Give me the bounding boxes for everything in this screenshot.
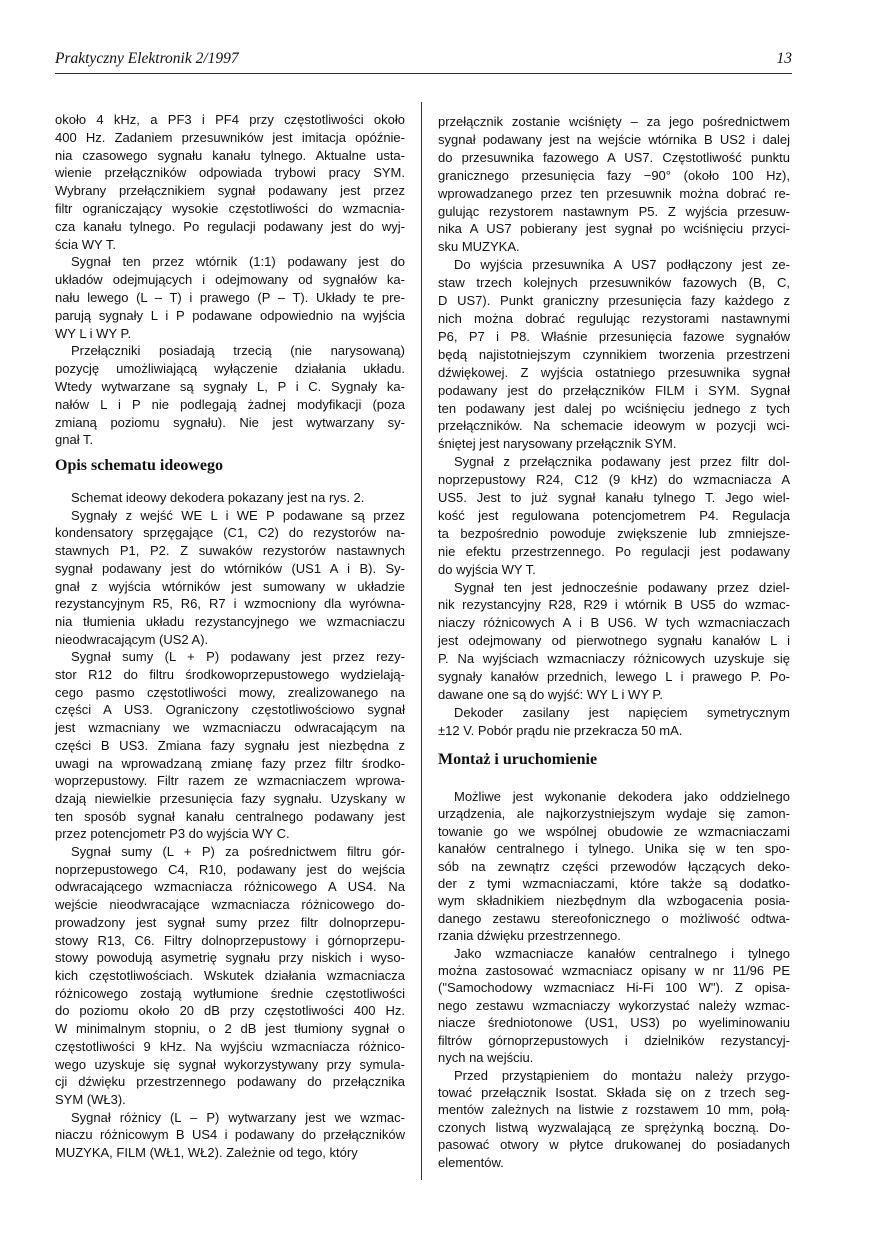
text-line: ±12 V. Pobór prądu nie przekracza 50 mA. [438, 722, 683, 738]
text-line: der z tymi wzmacniaczami, które także są dodatko- [438, 876, 790, 892]
text-line: W minimalnym stopniu, o 2 dB jest tłumiony sygnał o [55, 1021, 405, 1037]
text-line: ten podawany jest dalej po wciśnięciu jednego z tych [438, 400, 790, 416]
text-line: Sygnał ten jest jednocześnie podawany przez dziel- [454, 579, 790, 595]
text-line: kondensatory sprzęgające (C1, C2) do rezystorów na- [55, 525, 405, 541]
text-line: jest odejmowany od pierwotnego sygnału kanałów L i [438, 633, 790, 649]
text-line: danego zestawu stereofonicznego o możliwość odtwa- [438, 910, 790, 926]
text-line: przełącznik zostanie wciśnięty – za jego pośrednictwem [438, 114, 790, 129]
running-header-title: Praktyczny Elektronik 2/1997 [55, 50, 239, 67]
text-line: wejście nieodwracające wzmacniacza różnicowego do- [55, 897, 405, 913]
text-line: parują sygnały L i P podawane odpowiednio na wyjścia [55, 307, 405, 323]
text-line: Sygnał sumy (L + P) za pośrednictwem filtru gór- [71, 844, 405, 860]
text-line: kość jest regulowana potencjometrem P4. Regulacja [438, 507, 790, 523]
text-line: nych na wejściu. [438, 1050, 534, 1066]
text-line: rezystancyjnym R5, R6, R7 i wzmocniony dla wyrówna- [55, 596, 405, 612]
text-line: filtrów górnoprzepustowych i dzielników rezystancyj- [438, 1032, 790, 1048]
text-line: śniętej jest narysowany przełącznik SYM. [438, 436, 677, 452]
text-line: nika A US7 pobierany jest sygnał po wciśnięciu przyci- [438, 221, 790, 237]
text-line: nik rezystancyjny R28, R29 i wtórnik B US5 do wzmac- [438, 597, 790, 613]
text-line: tować przełącznik Isostat. Składa się on z trzech seg- [438, 1084, 790, 1100]
text-line: Sygnał z przełącznika podawany jest przez filtr dol- [454, 454, 790, 470]
column-rule [421, 102, 422, 1180]
text-line: wym składnikiem niezbędnym dla wzbogacenia posia- [438, 893, 790, 909]
text-line: granicznego przesunięcia fazy −90° (około 100 Hz), [438, 167, 790, 183]
text-line: nału lewego (L – T) i prawego (P – T). Układy te pre- [55, 289, 405, 305]
text-line: Sygnał ten przez wtórnik (1:1) podawany jest do [71, 254, 405, 270]
text-line: układów odejmujących i odejmowany od sygnałów ka- [55, 272, 405, 288]
text-line: Jako wzmacniacze kanałów centralnego i tylnego [454, 945, 790, 961]
text-line: częstotliwości 9 kHz. Na wyjściu wzmacniacza różnico- [55, 1038, 405, 1054]
text-line: rzania dźwięku przestrzennego. [438, 928, 621, 944]
text-line: sku MUZYKA. [438, 239, 520, 255]
text-line: Sygnał sumy (L + P) podawany jest przez rezy- [71, 649, 405, 665]
text-line: Do wyjścia przesuwnika A US7 podłączony jest ze- [454, 257, 790, 273]
text-line: urządzenia, ale najkorzystniejszym wydaje się zamon- [438, 806, 790, 822]
text-line: gnał T. [55, 432, 94, 448]
text-line: Przełączniki posiadają trzecią (nie narysowaną) [71, 343, 405, 359]
text-line: Przed przystąpieniem do montażu należy przygo- [454, 1067, 790, 1083]
text-line: stowy powodują asymetrię sygnału przy niskich i wyso- [55, 950, 405, 966]
text-line: dawane one są do wyjść: WY L i WY P. [438, 687, 663, 702]
text-line: stowy R13, C6. Filtry dolnoprzepustowy i górnoprzepu- [55, 932, 405, 948]
text-line: ("Samochodowy wzmacniacz Hi-Fi 100 W"). Z opisa- [438, 980, 790, 996]
text-line: zmianą poziomu sygnału). Nie jest wytwarzany sy- [55, 414, 405, 430]
text-line: P. Na wyjściach wzmacniaczy różnicowych uzyskuje się [438, 651, 790, 667]
text-line: wienie przełączników odpowiada trybowi pracy SYM. [55, 165, 405, 181]
text-line: woprzepustowy. Filtr razem ze wzmacniaczem wprowa- [55, 773, 405, 789]
text-line: pasować otwory w płytce drukowanej do posiadanych [438, 1137, 790, 1153]
text-line: wprowadzanego przez ten przesuwnik można dobrać re- [438, 185, 790, 201]
right-column-text-2 [438, 788, 790, 1171]
left-column-text-2 [55, 489, 405, 1162]
text-line: sygnał podawany jest do wtórników (US1 A i B). Sy- [55, 560, 405, 576]
text-line: można zastosować wzmacniacz opisany w nr 11/96 PE [438, 963, 790, 979]
left-column-text-1 [55, 111, 405, 449]
text-line: stawnych P1, P2. Z suwaków rezystorów nastawnych [55, 543, 405, 559]
text-line: US5. Jest to już sygnał kanału tylnego T. Jego wiel- [438, 490, 790, 506]
text-line: sób na zewnątrz części przewodów łączących deko- [438, 858, 790, 874]
text-line: dźwiękowej. Z wyjścia ostatniego przesuwnika sygnał [438, 364, 790, 380]
text-line: uwagi na wprowadzaną zmianę fazy przez filtr środko- [55, 755, 405, 771]
text-line: przez potencjometr P3 do wyjścia WY C. [55, 826, 290, 842]
text-line: kanałów centralnego i tylnego. Unika się w ten spo- [438, 841, 790, 857]
text-line: SYM (WŁ3). [55, 1091, 126, 1107]
text-line: ta bezpośrednio powoduje zwiększenie lub zmniejsze- [438, 525, 790, 541]
text-line: ten sposób sygnał kanału centralnego podawany jest [55, 808, 405, 824]
text-line: stor R12 do filtru środkowoprzepustowego wydzielają- [55, 667, 405, 683]
text-line: ścia WY T. [55, 236, 116, 252]
text-line: Wybrany przełącznikiem sygnał podawany jest przez [55, 183, 405, 199]
text-line: niaczu różnicowym B US4 i podawany do przełączników [55, 1127, 405, 1143]
section-heading-opis: Opis schematu ideowego [55, 457, 223, 474]
text-line: gulując rezystorem nastawnym P5. Z wyjścia przesuw- [438, 203, 790, 219]
text-line: do wyjścia WY T. [438, 561, 536, 577]
text-line: cji dźwięku przestrzennego podawany do przełącznika [55, 1074, 405, 1090]
text-line: prowadzony jest sygnał sumy przez filtr dolnoprzepu- [55, 914, 405, 930]
text-line: będą najistotniejszym czynnikiem tworzenia przestrzeni [438, 346, 790, 362]
text-line: sygnał podawany jest na wejście wtórnika B US2 i dalej [438, 131, 790, 147]
text-line: pozycję umożliwiającą wyłączenie działania układu. [55, 361, 405, 377]
text-line: nich można dobrać regulując rezystorami nastawnymi [438, 310, 790, 326]
text-line: części B US3. Zmiana fazy sygnału jest niezbędna z [55, 737, 405, 753]
text-line: P6, P7 i P8. Właśnie przesunięcia fazowe sygnałów [438, 328, 790, 344]
text-line: Dekoder zasilany jest napięciem symetrycznym [454, 704, 790, 720]
text-line: do przesuwnika fazowego A US7. Częstotliwość punktu [438, 149, 790, 165]
text-line: niaczy różnicowych A i B US6. W tych wzmacniaczach [438, 615, 790, 631]
text-line: mentów zależnych na listwie z rozstawem 10 mm, połą- [438, 1102, 790, 1118]
text-line: Sygnał różnicy (L – P) wytwarzany jest we wzmac- [71, 1109, 405, 1125]
text-line: odwracającego wzmacniacza różnicowego A US4. Na [55, 879, 405, 895]
text-line: sygnały kanałów przednich, lewego L i prawego P. Po- [438, 669, 790, 685]
text-line: cego pasmo częstotliwości mowy, zrealizowanego na [55, 684, 405, 700]
right-column-text-1 [438, 113, 790, 740]
page-number: 13 [776, 50, 792, 67]
text-line: filtr ograniczający wysokie częstotliwości do wzmacnia- [55, 200, 405, 216]
text-line: staw trzech kolejnych przesuwników fazowych (B, C, [438, 275, 790, 291]
text-line: nego zestawu wzmacniaczy wykorzystać należy wzmac- [438, 997, 790, 1013]
header-rule [55, 73, 792, 74]
text-line: około 4 kHz, a PF3 i PF4 przy częstotliwości około [55, 112, 405, 127]
text-line: gnał z wyjścia wtórników jest sumowany w układzie [55, 578, 405, 594]
text-line: części A US3. Ograniczony częstotliwościowo sygnał [55, 702, 405, 718]
text-line: podawany jest do przełączników FILM i SYM. Sygnał [438, 382, 790, 398]
text-line: WY L i WY P. [55, 325, 132, 341]
text-line: 400 Hz. Zadaniem przesuwników jest imitacja opóźnie- [55, 129, 405, 145]
text-line: do poziomu około 20 dB przy częstotliwości 400 Hz. [55, 1003, 405, 1019]
text-line: cza kanału tylnego. Po regulacji podawany jest do wyj- [55, 218, 405, 234]
text-line: nia czasowego sygnału kanału tylnego. Aktualne usta- [55, 147, 405, 163]
text-line: elementów. [438, 1154, 504, 1170]
text-line: nałów L i P nie podlegają żadnej modyfikacji (poza [55, 396, 405, 412]
text-line: dzają niewielkie przesunięcia fazy sygnału. Uzyskany w [55, 790, 405, 806]
text-line: niacze średniotonowe (US1, US3) po wyeliminowaniu [438, 1015, 790, 1031]
section-heading-montaz: Montaż i uruchomienie [438, 751, 598, 768]
text-line: nia tłumienia układu rezystancyjnego we wzmacniaczu [55, 613, 405, 629]
text-line: nieodwracającym (US2 A). [55, 631, 209, 647]
text-line: czonych listwą wyzwalającą ze sprężynką boczną. Do- [438, 1119, 790, 1135]
text-line: Schemat ideowy dekodera pokazany jest na rys. 2. [71, 490, 365, 505]
text-line: Możliwe jest wykonanie dekodera jako oddzielnego [454, 789, 790, 804]
text-line: różnicowego zostają wytłumione średnie częstotliwości [55, 985, 405, 1001]
text-line: wego uzyskuje się sygnał wykorzystywany przy symula- [55, 1056, 405, 1072]
text-line: przełączników. Na schemacie ideowym w pozycji wci- [438, 418, 790, 434]
text-line: noprzepustowy R24, C12 (9 kHz) do wzmacniacza A [438, 472, 790, 488]
text-line: nie efektu przestrzennego. Po regulacji jest podawany [438, 543, 790, 559]
text-line: kich częstotliwościach. Wskutek działania wzmacniacza [55, 967, 405, 983]
text-line: jest wzmacniany we wzmacniaczu odwracającym na [55, 720, 405, 736]
text-line: D US7). Punkt graniczny przesunięcia fazy każdego z [438, 293, 790, 309]
text-line: MUZYKA, FILM (WŁ1, WŁ2). Zależnie od tego, który [55, 1145, 358, 1161]
text-line: noprzepustowego C4, R10, podawany jest do wejścia [55, 861, 405, 877]
text-line: towanie go we wspólnej obudowie ze wzmacniaczami [438, 823, 790, 839]
text-line: Sygnały z wejść WE L i WE P podawane są przez [71, 507, 405, 523]
text-line: Wtedy wytwarzane są sygnały L, P i C. Sygnały ka- [55, 378, 405, 394]
